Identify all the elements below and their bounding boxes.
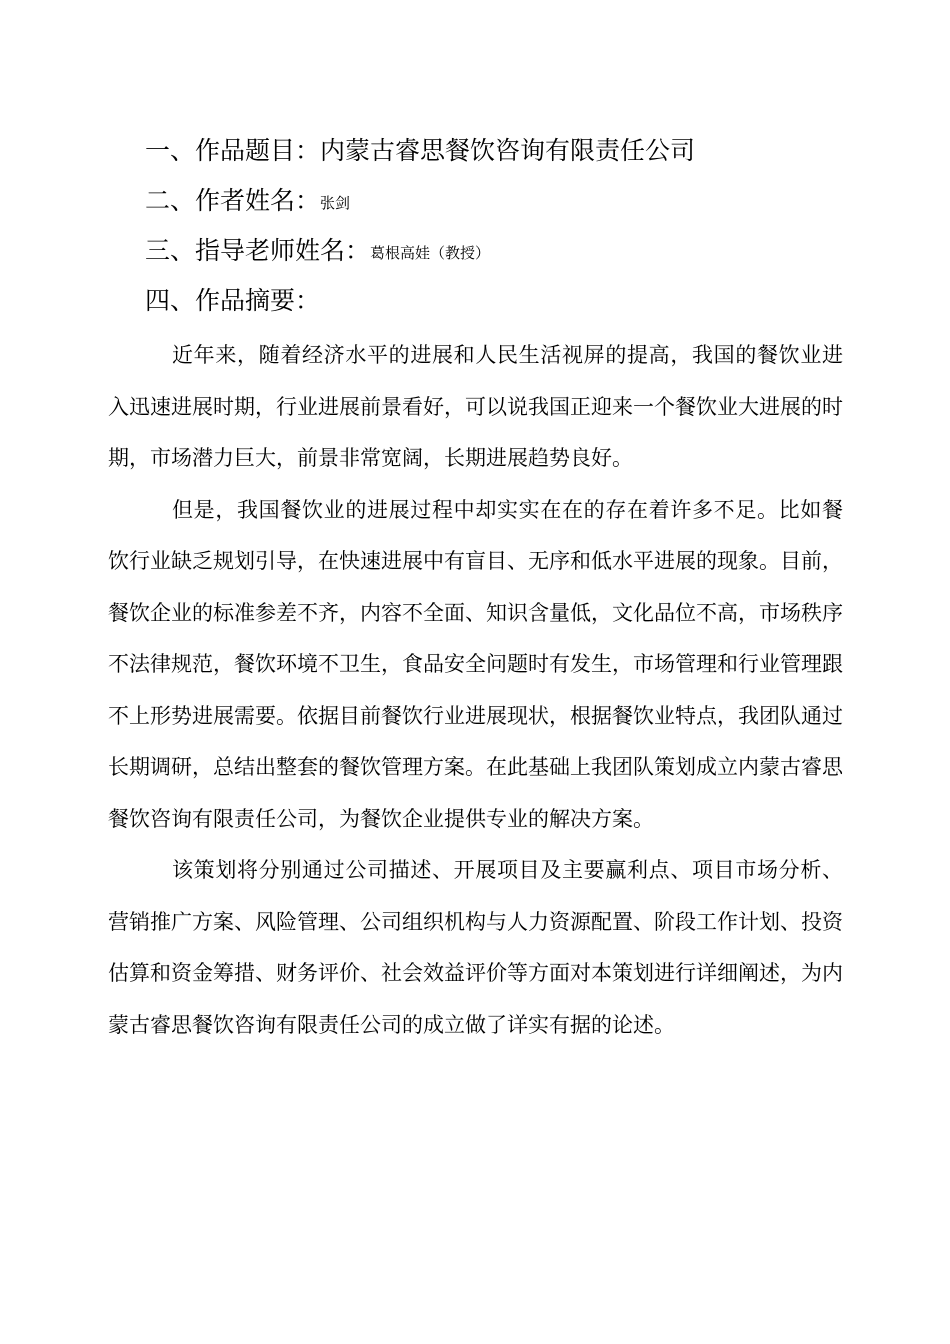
project-title-value: 内蒙古睿思餐饮咨询有限责任公司	[320, 136, 696, 165]
abstract-paragraph: 近年来，随着经济水平的进展和人民生活视屏的提高，我国的餐饮业进入迅速进展时期，行业进展前景看好，可以说我国正迎来一个餐饮业大进展的时期，市场潜力巨大，前景非常宽阔，长期进展趋势良好。	[108, 343, 843, 470]
author-name-value: 张剑	[320, 194, 351, 212]
heading-label: 四、作品摘要：	[145, 286, 321, 315]
heading-label: 三、指导老师姓名：	[145, 236, 371, 265]
heading-author-name	[145, 185, 350, 219]
heading-label: 一、作品题目：	[145, 136, 321, 165]
abstract-body	[108, 330, 843, 1051]
abstract-paragraph: 该策划将分别通过公司描述、开展项目及主要赢利点、项目市场分析、营销推广方案、风险管理、公司组织机构与人力资源配置、阶段工作计划、投资估算和资金筹措、财务评价、社会效益评价等方面对本策划进行详细阐述，为内蒙古睿思餐饮咨询有限责任公司的成立做了详实有据的论述。	[108, 858, 843, 1037]
heading-project-title	[145, 135, 695, 167]
heading-advisor-name	[145, 235, 490, 269]
heading-abstract	[145, 285, 320, 317]
advisor-name-value: 葛根高娃（教授）	[370, 244, 491, 262]
heading-label: 二、作者姓名：	[145, 186, 321, 215]
abstract-paragraph: 但是，我国餐饮业的进展过程中却实实在在的存在着许多不足。比如餐饮行业缺乏规划引导，在快速进展中有盲目、无序和低水平进展的现象。目前，餐饮企业的标准参差不齐，内容不全面、知识含量低，文化品位不高，市场秩序不法律规范，餐饮环境不卫生，食品安全问题时有发生，市场管理和行业管理跟不上形势进展需要。依据目前餐饮行业进展现状，根据餐饮业特点，我团队通过长期调研，总结出整套的餐饮管理方案。在此基础上我团队策划成立内蒙古睿思餐饮咨询有限责任公司，为餐饮企业提供专业的解决方案。	[108, 497, 843, 831]
